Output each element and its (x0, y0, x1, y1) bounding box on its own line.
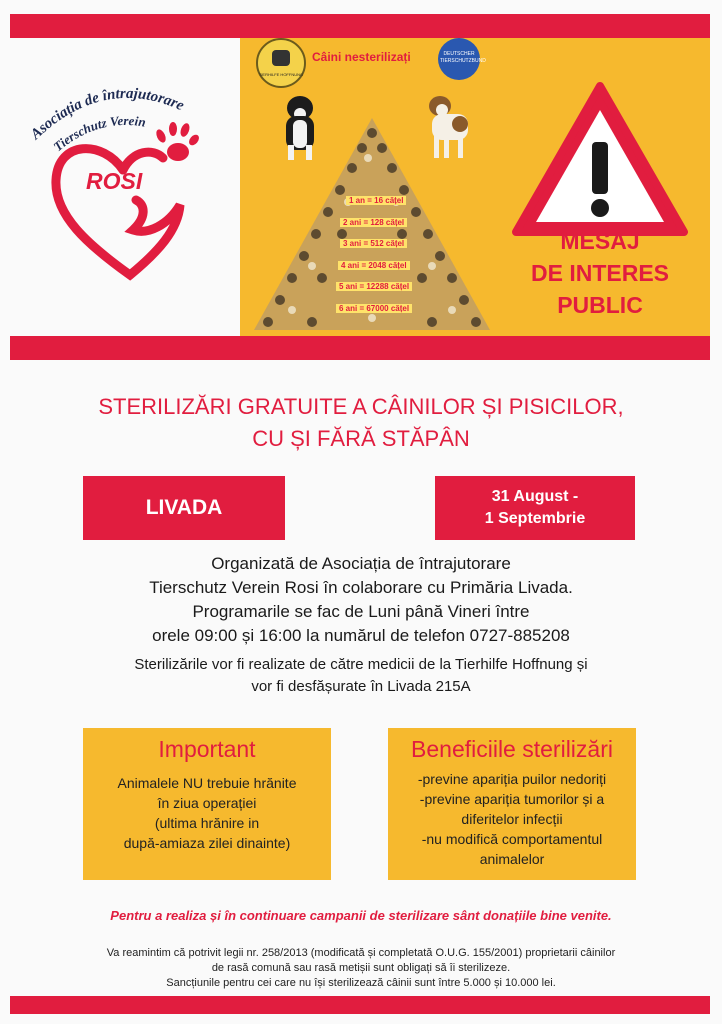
info-line-6: vor fi desfășurate în Livada 215A (251, 678, 471, 695)
info-line-1: Organizată de Asociația de întrajutorare (211, 554, 511, 573)
benefits-line-5: animalelor (479, 851, 545, 867)
benefits-line-1: -previne apariția puilor nedoriți (417, 771, 607, 787)
dates-line-2: 1 Septembrie (484, 510, 586, 527)
pyramid-label-5: 5 ani = 12288 cățel (336, 282, 412, 291)
pyramid-label-6: 6 ani = 67000 cățel (336, 304, 412, 313)
important-line-1: Animalele NU trebuie hrănite (117, 775, 297, 791)
rosi-logo (18, 40, 240, 330)
pyramid-label-2: 2 ani = 128 cățel (340, 218, 407, 227)
info-block (0, 552, 722, 698)
info-line-4: orele 09:00 și 16:00 la numărul de telefon 0727-885208 (152, 626, 570, 645)
info-line-5: Sterilizările vor fi realizate de către medicii de la Tierhilfe Hoffnung și (134, 656, 588, 673)
benefits-title: Beneficiile sterilizări (411, 736, 613, 762)
important-line-4: după-amiaza zilei dinainte) (123, 835, 291, 851)
info-line-3: Programarile se fac de Luni până Vineri între (192, 602, 530, 621)
info-line-2: Tierschutz Verein Rosi în colaborare cu Primăria Livada. (149, 578, 573, 597)
brand-name: ROSI (86, 168, 143, 194)
pyramid-label-3: 3 ani = 512 cățel (340, 239, 407, 248)
location-label: LIVADA (145, 496, 223, 519)
benefits-line-2: -previne apariția tumorilor și a (419, 791, 605, 807)
dates-box (435, 476, 635, 540)
tierhilfe-badge: TIERHILFE HOFFNUNG (256, 38, 306, 88)
top-red-bar (10, 14, 710, 38)
benefits-box (388, 728, 636, 880)
warning-icon (510, 80, 690, 240)
pyramid-label-1: 1 an = 16 cățel (346, 196, 406, 205)
headline-line-2: CU ȘI FĂRĂ STĂPÂN (252, 426, 470, 451)
important-line-3: (ultima hrănire in (154, 815, 260, 831)
dates-line-1: 31 August - (491, 488, 579, 505)
donation-note: Pentru a realiza și în continuare campanii de sterilizare sânt donațiile bine venite. (110, 908, 612, 923)
legal-block (0, 946, 722, 991)
tierschutzbund-badge: DEUTSCHER TIERSCHUTZBUND (438, 38, 480, 80)
warning-line-1: MESAJ (560, 228, 640, 254)
legal-line-3: Sancțiunile pentru cei care nu își sterilizează câinii sunt între 5.000 și 10.000 lei. (166, 977, 556, 989)
org-subname-arc: Tierschutz Verein (50, 112, 147, 155)
legal-line-2: de rasă comună sau rasă metișii sunt obligați să îi sterilizeze. (211, 962, 511, 974)
location-box (83, 476, 285, 540)
headline-line-1: STERILIZĂRI GRATUITE A CÂINILOR ȘI PISICILOR, (98, 394, 624, 419)
warning-line-3: PUBLIC (557, 292, 643, 318)
warning-line-2: DE INTERES (530, 260, 670, 286)
pyramid-label-4: 4 ani = 2048 cățel (338, 261, 410, 270)
mid-red-bar (10, 336, 710, 360)
bottom-red-bar (10, 996, 710, 1014)
benefits-line-4: -nu modifică comportamentul (421, 831, 603, 847)
important-line-2: în ziua operației (157, 795, 257, 811)
warning-banner (240, 38, 710, 336)
dogs-caption: Câini nesterilizați (312, 50, 411, 64)
legal-line-1: Va reamintim că potrivit legii nr. 258/2013 (modificată și completată O.U.G. 155/2001) proprietarii câinilor (106, 947, 616, 959)
benefits-line-3: diferitelor infecții (461, 811, 563, 827)
important-box (83, 728, 331, 880)
important-title: Important (158, 736, 256, 762)
org-name-arc: Asociația de întrajutorare (27, 85, 187, 143)
